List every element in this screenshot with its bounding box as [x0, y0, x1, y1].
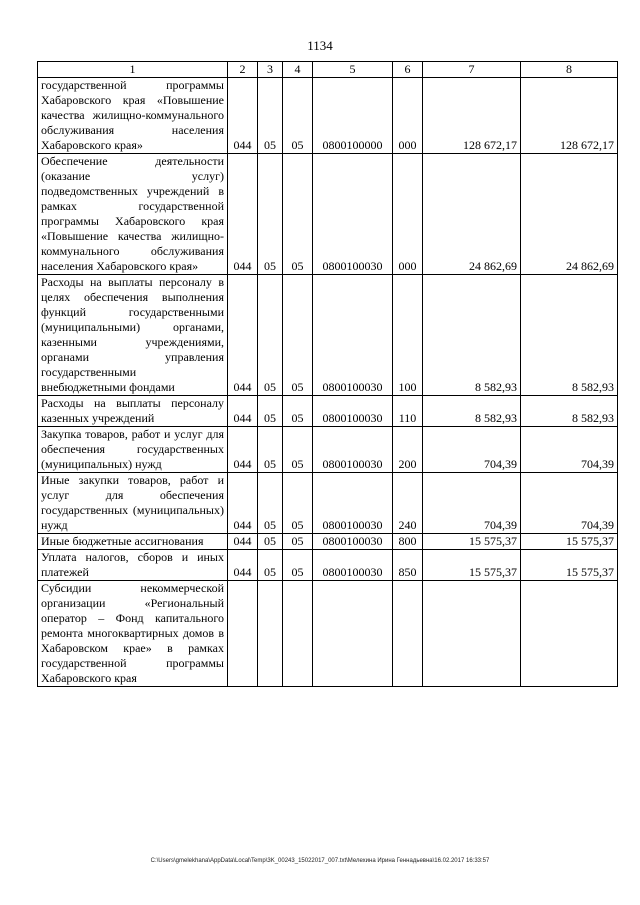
- cell-target-item: 0800100030: [313, 275, 393, 396]
- table-row: [38, 581, 618, 687]
- cell-subsection: [283, 581, 313, 687]
- cell-ministry-code: 044: [228, 396, 258, 427]
- cell-section: 05: [258, 154, 283, 275]
- column-header: 5: [313, 62, 393, 78]
- cell-expense-type: 200: [393, 427, 423, 473]
- cell-section: 05: [258, 396, 283, 427]
- column-header: 7: [423, 62, 521, 78]
- cell-amount-col8: 24 862,69: [521, 154, 618, 275]
- table-row: [38, 275, 618, 396]
- cell-section: 05: [258, 473, 283, 534]
- budget-table: [37, 61, 618, 687]
- cell-amount-col7: 704,39: [423, 473, 521, 534]
- cell-ministry-code: 044: [228, 275, 258, 396]
- cell-subsection: 05: [283, 534, 313, 550]
- column-header: 8: [521, 62, 618, 78]
- column-header: 1: [38, 62, 228, 78]
- table-row: [38, 427, 618, 473]
- row-description: Уплата налогов, сборов и иных платежей: [38, 550, 228, 581]
- cell-expense-type: 000: [393, 154, 423, 275]
- cell-subsection: 05: [283, 427, 313, 473]
- cell-expense-type: 240: [393, 473, 423, 534]
- cell-section: 05: [258, 78, 283, 154]
- table-row: [38, 154, 618, 275]
- cell-subsection: 05: [283, 396, 313, 427]
- cell-subsection: 05: [283, 275, 313, 396]
- cell-amount-col7: 8 582,93: [423, 396, 521, 427]
- cell-amount-col8: 704,39: [521, 427, 618, 473]
- cell-amount-col7: 704,39: [423, 427, 521, 473]
- table-row: [38, 534, 618, 550]
- cell-ministry-code: 044: [228, 78, 258, 154]
- table-row: [38, 550, 618, 581]
- table-row: [38, 396, 618, 427]
- cell-section: 05: [258, 427, 283, 473]
- cell-target-item: 0800100030: [313, 427, 393, 473]
- cell-section: 05: [258, 550, 283, 581]
- cell-target-item: 0800100030: [313, 534, 393, 550]
- cell-amount-col7: 128 672,17: [423, 78, 521, 154]
- cell-amount-col8: 128 672,17: [521, 78, 618, 154]
- cell-target-item: 0800100030: [313, 473, 393, 534]
- cell-amount-col8: 8 582,93: [521, 396, 618, 427]
- row-description: Закупка товаров, работ и услуг для обеспечения государственных (муниципальных) нужд: [38, 427, 228, 473]
- cell-target-item: [313, 581, 393, 687]
- cell-amount-col8: 15 575,37: [521, 534, 618, 550]
- cell-amount-col7: 8 582,93: [423, 275, 521, 396]
- table-row: [38, 473, 618, 534]
- cell-subsection: 05: [283, 550, 313, 581]
- cell-target-item: 0800100000: [313, 78, 393, 154]
- cell-section: 05: [258, 275, 283, 396]
- cell-subsection: 05: [283, 78, 313, 154]
- cell-expense-type: 100: [393, 275, 423, 396]
- cell-amount-col7: [423, 581, 521, 687]
- cell-ministry-code: 044: [228, 534, 258, 550]
- cell-ministry-code: 044: [228, 427, 258, 473]
- cell-section: [258, 581, 283, 687]
- cell-target-item: 0800100030: [313, 550, 393, 581]
- cell-amount-col8: [521, 581, 618, 687]
- page-number: 1134: [307, 38, 333, 53]
- column-header: 6: [393, 62, 423, 78]
- cell-ministry-code: 044: [228, 550, 258, 581]
- row-description: Иные бюджетные ассигнования: [38, 534, 228, 550]
- cell-subsection: 05: [283, 473, 313, 534]
- cell-expense-type: [393, 581, 423, 687]
- cell-ministry-code: [228, 581, 258, 687]
- column-header: 3: [258, 62, 283, 78]
- cell-target-item: 0800100030: [313, 154, 393, 275]
- cell-expense-type: 000: [393, 78, 423, 154]
- cell-expense-type: 800: [393, 534, 423, 550]
- cell-amount-col8: 15 575,37: [521, 550, 618, 581]
- cell-amount-col8: 8 582,93: [521, 275, 618, 396]
- row-description: Обеспечение деятельности (оказание услуг) подведомственных учреждений в рамках государственной программы Хабаровского края «Повышение качества жилищно-коммунального обслуживания населения Хабаровского края»: [38, 154, 228, 275]
- cell-ministry-code: 044: [228, 154, 258, 275]
- table-row: [38, 78, 618, 154]
- row-description: Иные закупки товаров, работ и услуг для обеспечения государственных (муниципальных) нужд: [38, 473, 228, 534]
- table-header-row: [38, 62, 618, 78]
- column-header: 2: [228, 62, 258, 78]
- cell-amount-col7: 15 575,37: [423, 534, 521, 550]
- file-path-footer: C:\Users\gmelekhana\AppData\Local\Temp\3K_00243_15022017_007.txt\Мелехина Ирина Геннадьевна\16.02.2017 16:33:57: [150, 858, 490, 864]
- cell-amount-col7: 24 862,69: [423, 154, 521, 275]
- cell-amount-col7: 15 575,37: [423, 550, 521, 581]
- cell-amount-col8: 704,39: [521, 473, 618, 534]
- cell-expense-type: 850: [393, 550, 423, 581]
- cell-ministry-code: 044: [228, 473, 258, 534]
- cell-target-item: 0800100030: [313, 396, 393, 427]
- cell-expense-type: 110: [393, 396, 423, 427]
- cell-section: 05: [258, 534, 283, 550]
- row-description: Расходы на выплаты персоналу казенных учреждений: [38, 396, 228, 427]
- row-description: Расходы на выплаты персоналу в целях обеспечения выполнения функций государственными (муниципальными) органами, казенными учреждениями, органами управления государственными внебюджетными фондами: [38, 275, 228, 396]
- cell-subsection: 05: [283, 154, 313, 275]
- row-description: Субсидии некоммерческой организации «Региональный оператор – Фонд капитального ремонта многоквартирных домов в Хабаровском крае» в рамках государственной программы Хабаровского края: [38, 581, 228, 687]
- row-description: государственной программы Хабаровского края «Повышение качества жилищно-коммунального обслуживания населения Хабаровского края»: [38, 78, 228, 154]
- column-header: 4: [283, 62, 313, 78]
